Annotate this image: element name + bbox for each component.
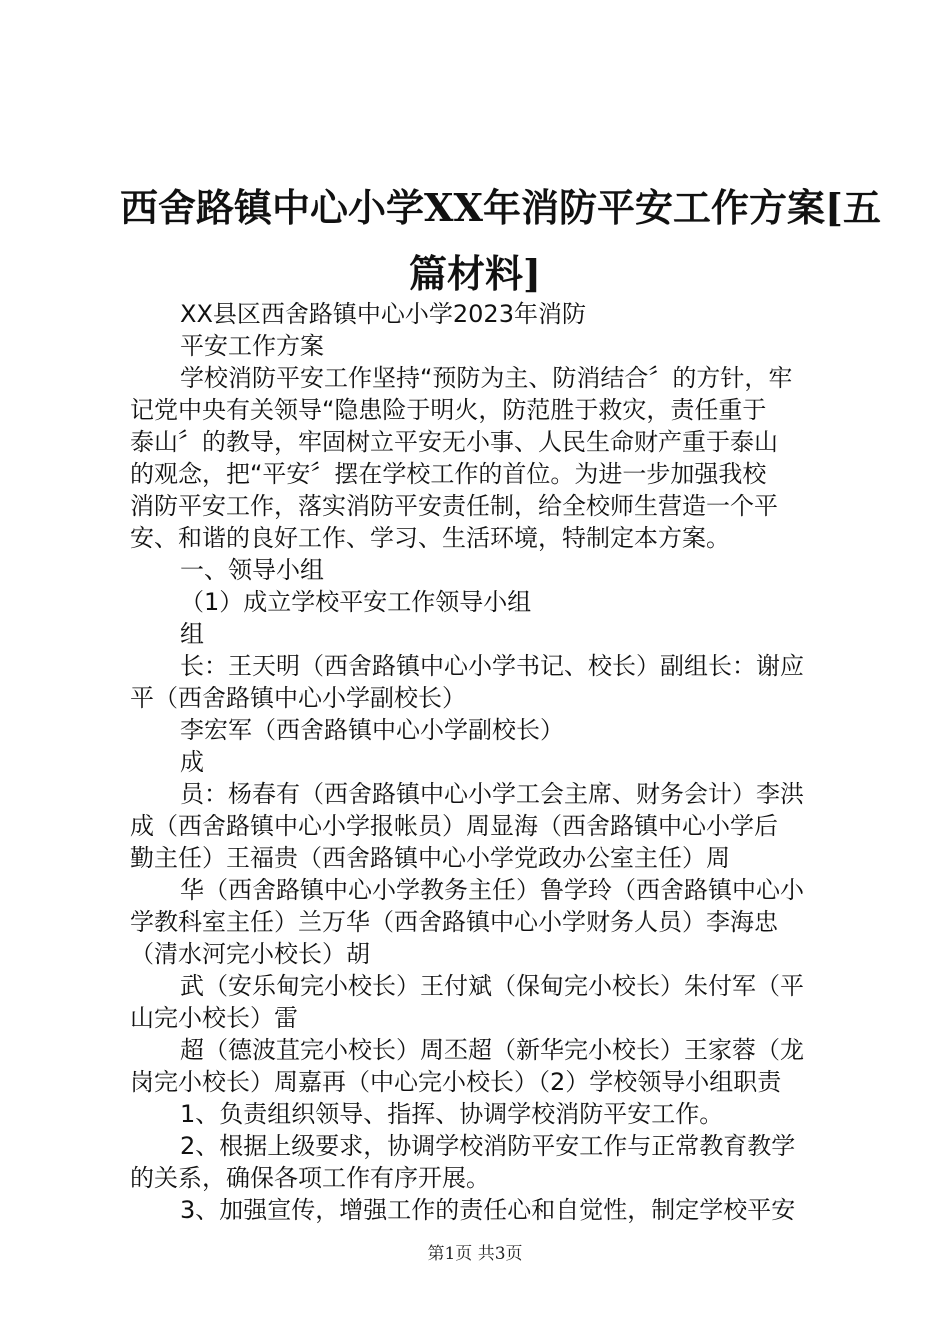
body-line: 记党中央有关领导“隐患险于明火，防范胜于救灾，责任重于 xyxy=(130,396,767,424)
body-line: （清水河完小校长）胡 xyxy=(130,940,370,968)
body-line: 员：杨春有（西舍路镇中心小学工会主席、财务会计）李洪 xyxy=(180,780,804,808)
body-line: 山完小校长）雷 xyxy=(130,1004,298,1032)
body-line: 长：王天明（西舍路镇中心小学书记、校长）副组长：谢应 xyxy=(180,652,804,680)
document-title-line-2: 篇材料] xyxy=(409,251,541,296)
body-line: 华（西舍路镇中心小学教务主任）鲁学玲（西舍路镇中心小 xyxy=(180,876,804,904)
body-line: 超（德波苴完小校长）周丕超（新华完小校长）王家蓉（龙 xyxy=(180,1036,804,1064)
body-line: 消防平安工作，落实消防平安责任制，给全校师生营造一个平 xyxy=(130,492,778,520)
body-line: 学教科室主任）兰万华（西舍路镇中心小学财务人员）李海忠 xyxy=(130,908,778,936)
section-heading: 一、领导小组 xyxy=(180,556,324,584)
list-item: 1、负责组织领导、指挥、协调学校消防平安工作。 xyxy=(180,1100,724,1128)
body-line: 成（西舍路镇中心小学报帐员）周显海（西舍路镇中心小学后 xyxy=(130,812,778,840)
body-line: 岗完小校长）周嘉再（中心完小校长）（2）学校领导小组职责 xyxy=(130,1068,782,1096)
body-line: 武（安乐甸完小校长）王付斌（保甸完小校长）朱付军（平 xyxy=(180,972,804,1000)
list-item: 2、根据上级要求，协调学校消防平安工作与正常教育教学 xyxy=(180,1132,796,1160)
subsection-heading: （1）成立学校平安工作领导小组 xyxy=(180,588,532,616)
body-line: 的关系，确保各项工作有序开展。 xyxy=(130,1164,490,1192)
body-line: 泰山〞的教导，牢固树立平安无小事、人民生命财产重于泰山 xyxy=(130,428,778,456)
body-line: 组 xyxy=(180,620,204,648)
body-line: 勤主任）王福贵（西舍路镇中心小学党政办公室主任）周 xyxy=(130,844,730,872)
body-line: 的观念，把“平安〞摆在学校工作的首位。为进一步加强我校 xyxy=(130,460,767,488)
body-line: XX县区西舍路镇中心小学2023年消防 xyxy=(180,300,586,328)
body-line: 平（西舍路镇中心小学副校长） xyxy=(130,684,466,712)
body-line: 平安工作方案 xyxy=(180,332,324,360)
list-item: 3、加强宣传，增强工作的责任心和自觉性，制定学校平安 xyxy=(180,1196,796,1224)
page-number-footer: 第1页 共3页 xyxy=(427,1244,523,1264)
body-line: 李宏军（西舍路镇中心小学副校长） xyxy=(180,716,564,744)
body-line: 学校消防平安工作坚持“预防为主、防消结合〞的方针，牢 xyxy=(180,364,793,392)
document-title-line-1: 西舍路镇中心小学XX年消防平安工作方案[五 xyxy=(120,185,881,230)
body-line: 安、和谐的良好工作、学习、生活环境，特制定本方案。 xyxy=(130,524,730,552)
body-line: 成 xyxy=(180,748,204,776)
